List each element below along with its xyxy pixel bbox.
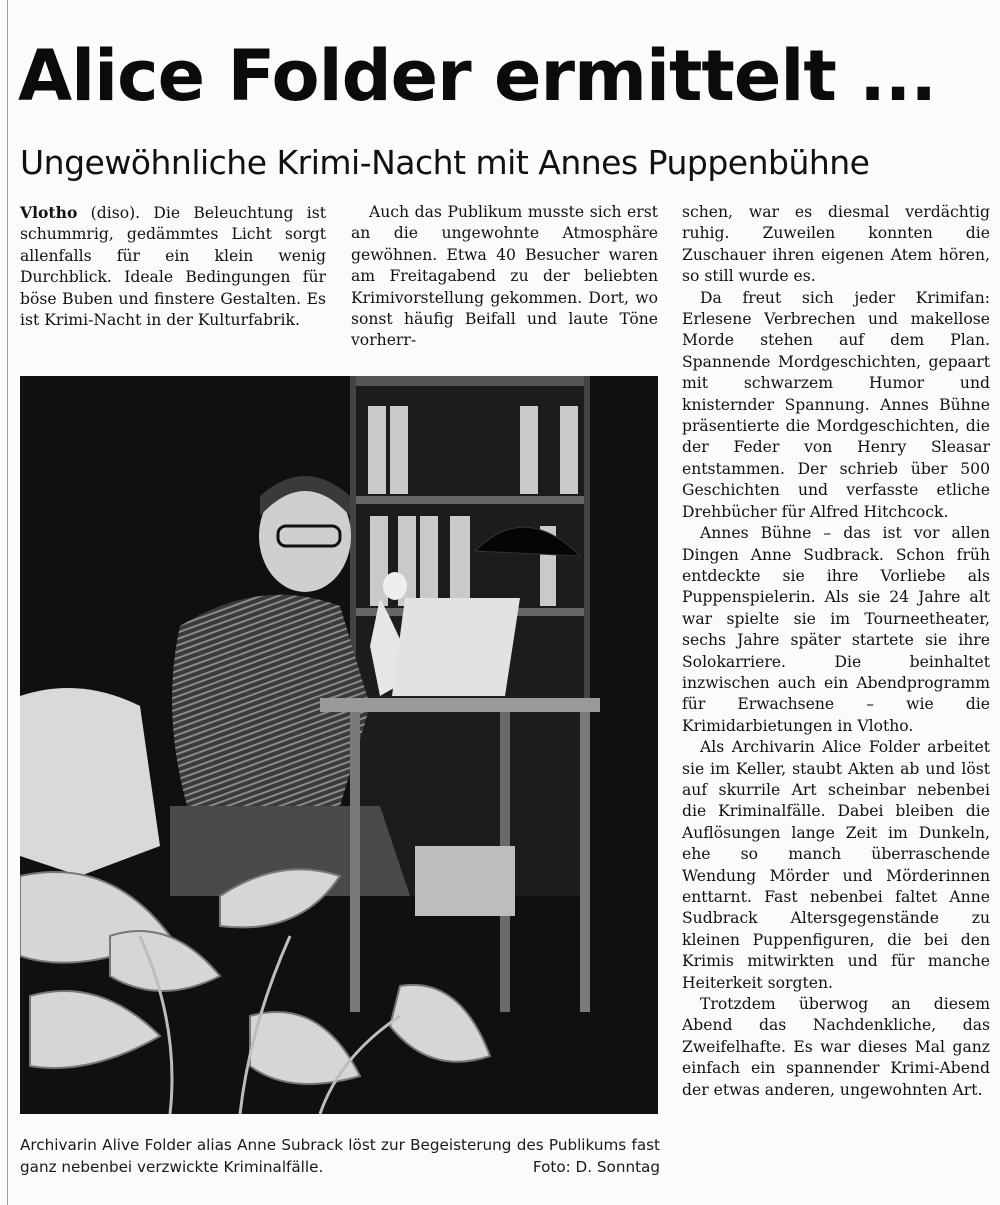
column-1 bbox=[20, 202, 326, 331]
caption-text: Archivarin Alive Folder alias Anne Subrack löst zur Begeisterung des Publikums fast ganz nebenbei verzwickte Kriminalfälle. bbox=[20, 1136, 660, 1176]
paragraph: Annes Bühne – das ist vor allen Dingen Anne Sudbrack. Schon früh entdeckte sie ihre Vorliebe als Puppenspielerin. Als sie 24 Jahre alt war spielte sie im Tourneetheater, sechs Jahre später startete sie ihre Solokarriere. Die beinhaltet inzwischen auch ein Abendprogramm für Erwachsene – wie die Krimidarbietungen in Vlotho. bbox=[682, 524, 990, 735]
paragraph: Als Archivarin Alice Folder arbeitet sie im Keller, staubt Akten ab und löst auf skurrile Art scheinbar nebenbei die Kriminalfälle. Dabei bleiben die Auflösungen lange Zeit im Dunkeln, ehe so manch überraschende Wendung Mörder und Mörderinnen enttarnt. Fast nebenbei faltet Anne Sudbrack Altersgegenstände zu kleinen Puppenfiguren, die bei den Krimis mitwirkten und für manche Heiterkeit sorgten. bbox=[682, 738, 990, 992]
photo-caption bbox=[20, 1134, 660, 1178]
paragraph: Da freut sich jeder Krimifan: Erlesene Verbrechen und makellose Morde stehen auf dem Plan. Spannende Mordgeschichten, gepaart mit schwarzem Humor und knisternder Spannung. Annes Bühne präsentierte die Mordgeschichten, die der Feder von Henry Sleasar entstammen. Der schrieb über 500 Geschichten und verfasste etliche Drehbücher für Alfred Hitchcock. bbox=[682, 288, 990, 521]
photo-credit: Foto: D. Sonntag bbox=[532, 1158, 660, 1176]
column-2 bbox=[351, 202, 658, 352]
clipping-edge bbox=[7, 0, 8, 1205]
paragraph: Trotzdem überwog an diesem Abend das Nachdenkliche, das Zweifelhafte. Es war dieses Mal ganz einfach ein spannender Krimi-Abend der etwas anderen, ungewohnten Art. bbox=[682, 995, 990, 1099]
paragraph: schen, war es diesmal verdächtig ruhig. Zuweilen konnten die Zuschauer ihren eigenen Atem hören, so still wurde es. bbox=[682, 203, 990, 286]
article-photo bbox=[20, 376, 658, 1114]
subheadline: Ungewöhnliche Krimi-Nacht mit Annes Puppenbühne bbox=[20, 143, 870, 182]
headline: Alice Folder ermittelt ... bbox=[18, 35, 936, 117]
paragraph bbox=[20, 202, 326, 331]
column-3 bbox=[682, 202, 990, 1101]
lead-text: (diso). Die Beleuchtung ist schummrig, gedämmtes Licht sorgt allenfalls für ein klein wenig Durchblick. Ideale Bedingungen für böse Buben und finstere Gestalten. Es ist Krimi-Nacht in der Kulturfabrik. bbox=[20, 204, 326, 330]
dateline: Vlotho bbox=[20, 203, 78, 222]
paragraph: Auch das Publikum musste sich erst an die ungewohnte Atmosphäre gewöhnen. Etwa 40 Besucher waren am Freitagabend zu der beliebten Krimivorstellung gekommen. Dort, wo sonst häufig Beifall und laute Töne vorherr- bbox=[351, 203, 658, 350]
